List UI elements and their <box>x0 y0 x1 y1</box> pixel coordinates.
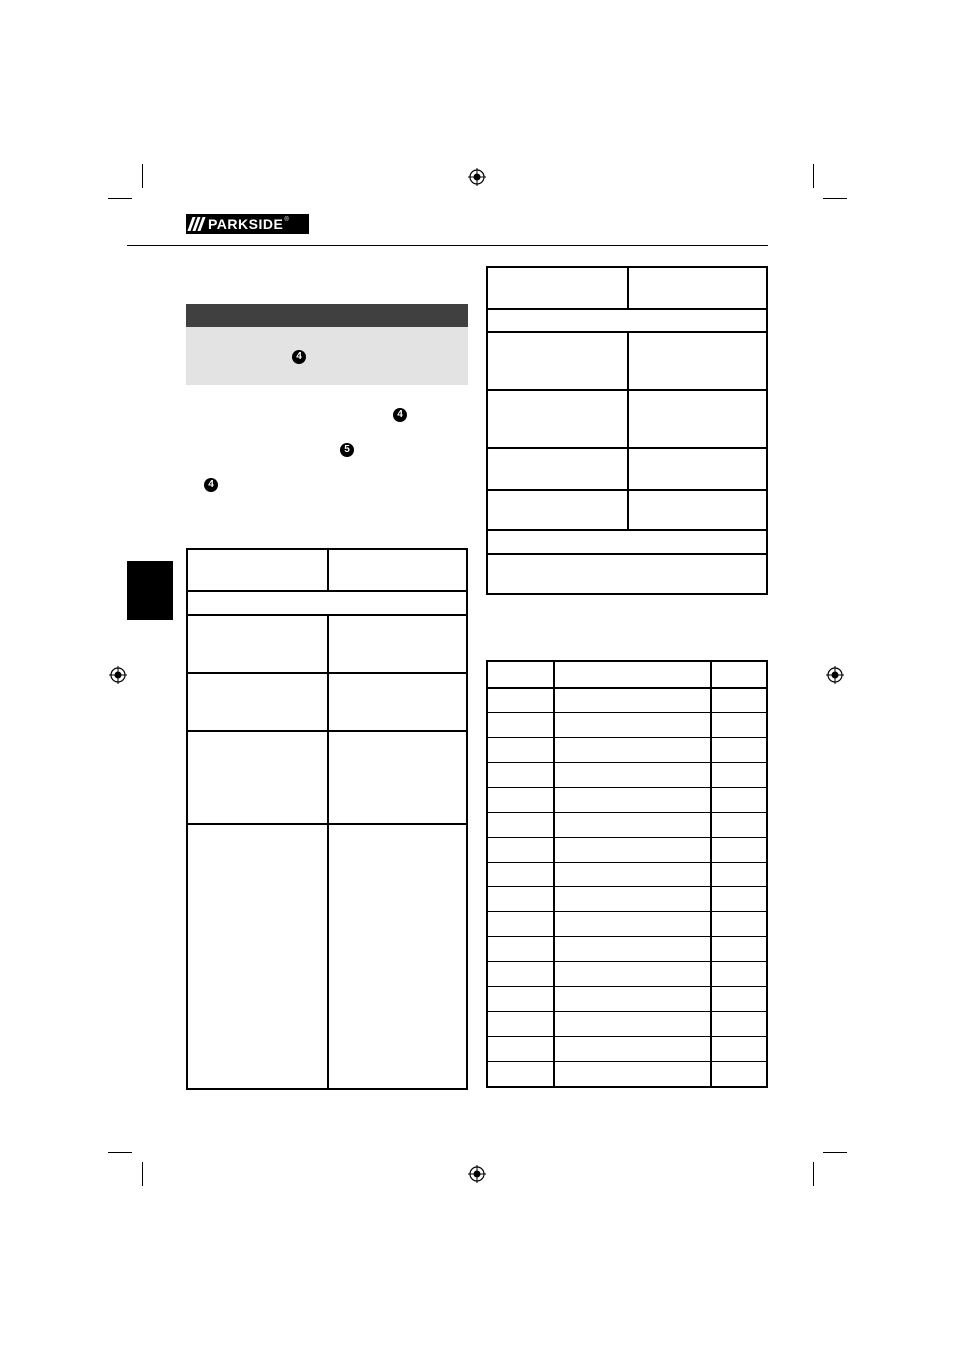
notice-header <box>186 304 468 327</box>
registration-target-icon <box>468 168 486 186</box>
registration-target-icon <box>468 1165 486 1183</box>
crop-mark <box>142 1162 143 1186</box>
troubleshooting-table-left <box>186 548 468 1090</box>
parts-list-row-divider <box>488 911 766 912</box>
parts-list-row-divider <box>488 837 766 838</box>
brand-name: PARKSIDE <box>208 216 284 232</box>
part-number-marker: 5 <box>340 443 354 457</box>
parts-list-row-divider <box>488 986 766 987</box>
part-number-marker: 4 <box>204 478 218 492</box>
registration-target-icon <box>109 666 127 684</box>
parts-list-row-divider <box>488 1011 766 1012</box>
part-number-marker: 4 <box>292 350 306 364</box>
logo-slashes-icon <box>190 217 203 231</box>
parts-list-row-divider <box>488 1036 766 1037</box>
registered-mark: ® <box>284 217 289 223</box>
parts-list-table <box>486 660 768 1088</box>
notice-body <box>186 327 468 385</box>
crop-mark <box>813 1162 814 1186</box>
parts-list-row-divider <box>488 762 766 763</box>
parts-list-row-divider <box>488 1061 766 1062</box>
parts-list-row-divider <box>488 862 766 863</box>
parts-list-row-divider <box>488 936 766 937</box>
header-divider <box>127 245 768 246</box>
part-number-marker: 4 <box>393 408 407 422</box>
crop-mark <box>108 1152 132 1153</box>
parkside-logo <box>186 214 309 234</box>
parts-list-row-divider <box>488 961 766 962</box>
language-tab <box>127 561 173 620</box>
parts-list-row-divider <box>488 712 766 713</box>
crop-mark <box>108 198 132 199</box>
parts-list-row-divider <box>488 886 766 887</box>
parts-list-row-divider <box>488 787 766 788</box>
crop-mark <box>142 164 143 188</box>
crop-mark <box>823 198 847 199</box>
parts-list-row-divider <box>488 737 766 738</box>
registration-target-icon <box>826 666 844 684</box>
parts-list-row-divider <box>488 687 766 689</box>
parts-list-row-divider <box>488 812 766 813</box>
crop-mark <box>813 164 814 188</box>
crop-mark <box>823 1152 847 1153</box>
troubleshooting-table-right <box>486 266 768 595</box>
